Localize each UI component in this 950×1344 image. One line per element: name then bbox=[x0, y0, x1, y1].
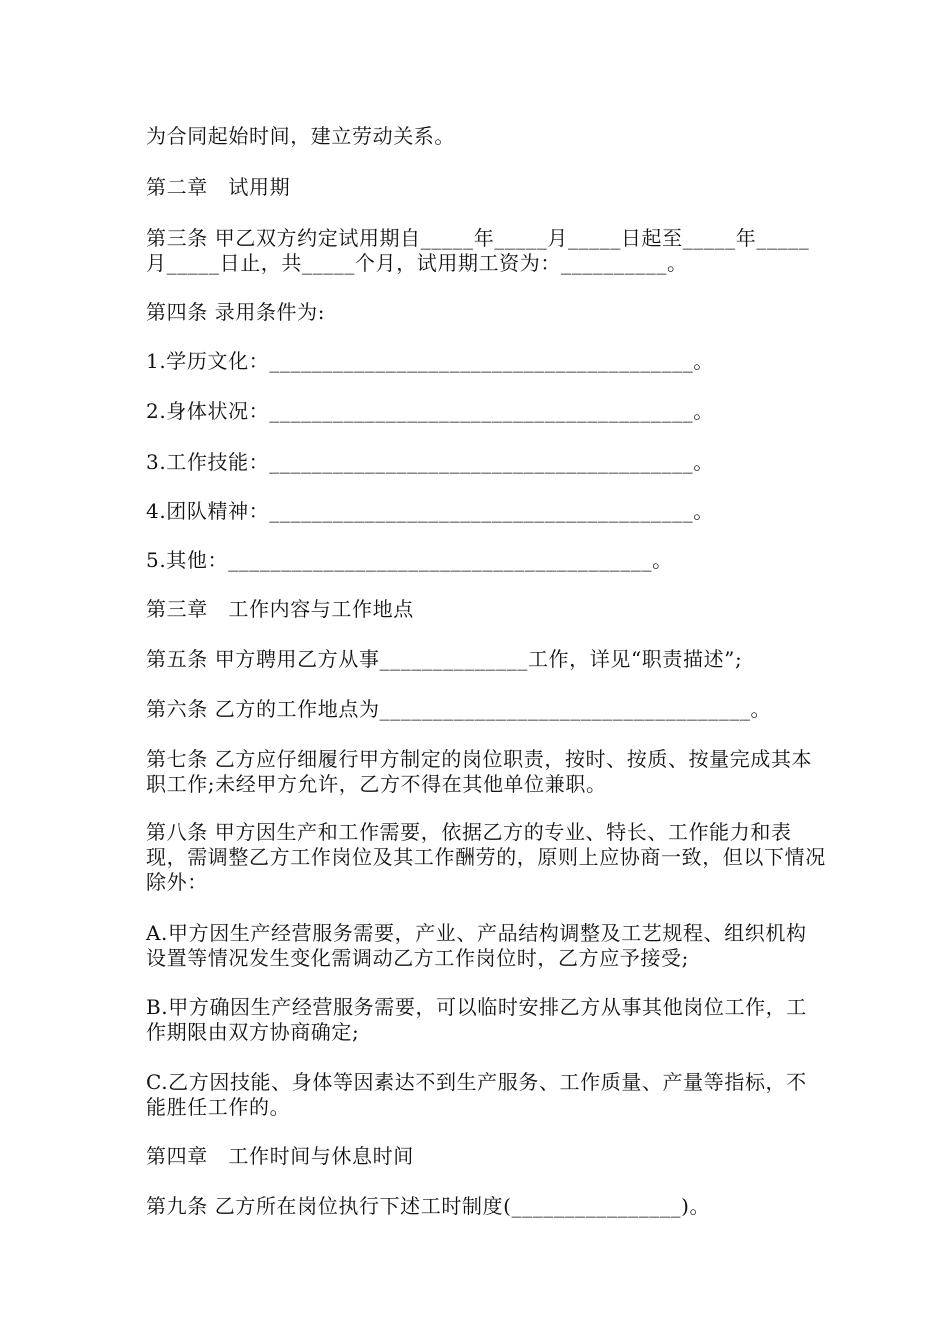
chapter-2-heading: 第二章 试用期 bbox=[146, 175, 291, 199]
chapter-3-heading: 第三章 工作内容与工作地点 bbox=[146, 597, 414, 621]
article-4: 第四条 录用条件为: bbox=[146, 300, 326, 324]
exception-c: C.乙方因技能、身体等因素达不到生产服务、工作质量、产量等指标，不能胜任工作的。 bbox=[146, 1070, 807, 1119]
exception-a: A.甲方因生产经营服务需要，产业、产品结构调整及工艺规程、组织机构设置等情况发生变化需调动乙方工作岗位时，乙方应予接受; bbox=[146, 921, 807, 970]
article-3: 第三条 甲乙双方约定试用期自_____年_____月_____日起至_____年_____月_____日止，共_____个月，试用期工资为：__________。 bbox=[146, 226, 810, 275]
article-8: 第八条 甲方因生产和工作需要，依据乙方的专业、特长、工作能力和表现，需调整乙方工作岗位及其工作酬劳的，原则上应协商一致，但以下情况除外： bbox=[146, 820, 826, 894]
article-5: 第五条 甲方聘用乙方从事______________工作，详见“职责描述”; bbox=[146, 647, 743, 671]
paragraph-contract-start: 为合同起始时间，建立劳动关系。 bbox=[146, 124, 455, 148]
condition-2-health: 2.身体状况：________________________________________。 bbox=[146, 399, 714, 423]
condition-1-education: 1.学历文化：________________________________________。 bbox=[146, 349, 714, 373]
condition-3-skills: 3.工作技能：________________________________________。 bbox=[146, 450, 714, 474]
article-6: 第六条 乙方的工作地点为___________________________________。 bbox=[146, 697, 772, 721]
article-9: 第九条 乙方所在岗位执行下述工时制度(________________)。 bbox=[146, 1194, 711, 1218]
chapter-4-heading: 第四章 工作时间与休息时间 bbox=[146, 1144, 414, 1168]
condition-5-other: 5.其他：________________________________________。 bbox=[146, 548, 673, 572]
condition-4-teamwork: 4.团队精神：________________________________________。 bbox=[146, 499, 714, 523]
article-7: 第七条 乙方应仔细履行甲方制定的岗位职责，按时、按质、按量完成其本职工作;未经甲方允许，乙方不得在其他单位兼职。 bbox=[146, 747, 813, 796]
exception-b: B.甲方确因生产经营服务需要，可以临时安排乙方从事其他岗位工作，工作期限由双方协商确定; bbox=[146, 995, 807, 1044]
